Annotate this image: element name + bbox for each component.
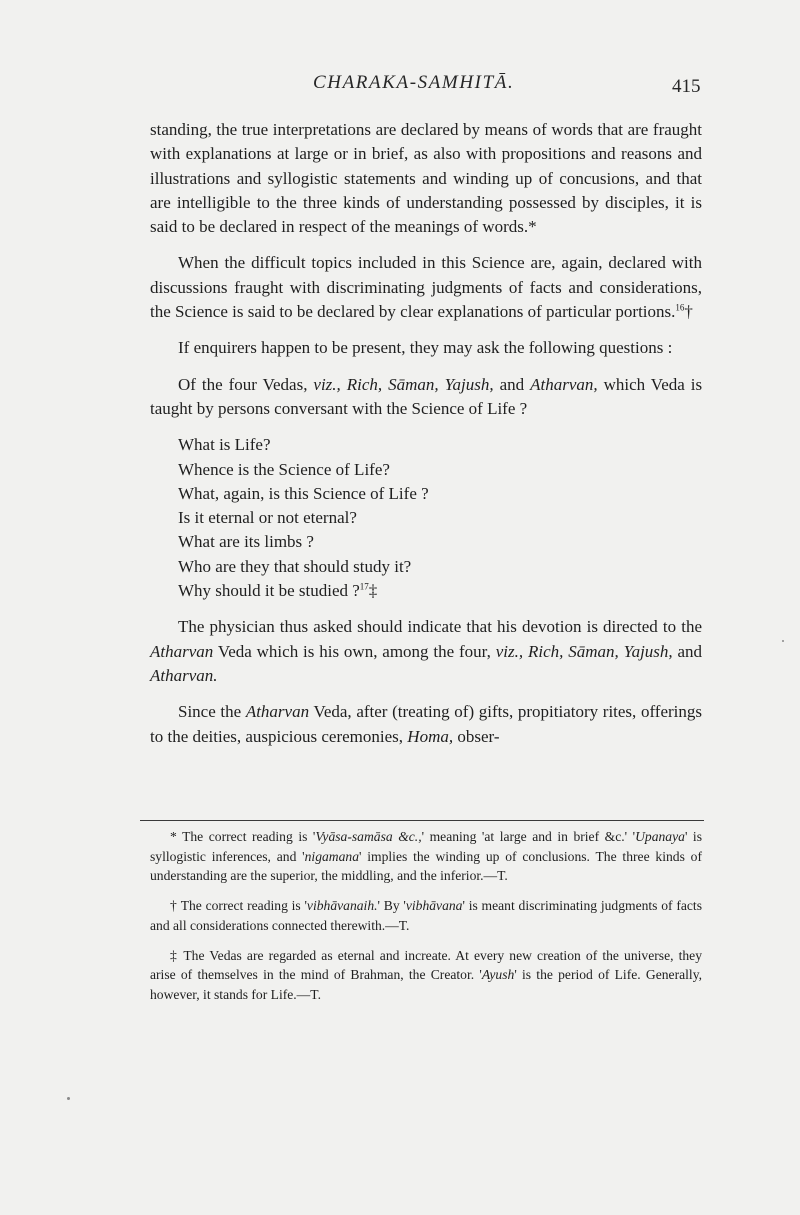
term-atharvan: Atharvan,	[530, 374, 598, 394]
term-saman: Sāman,	[388, 374, 439, 394]
question-item: Who are they that should study it?	[178, 556, 412, 576]
paragraph-1-text: standing, the true interpretations are declared by means of words that are fraught with explanations at large or in brief, as also with propositions and reasons and illustrations and syllogistic statements and winding up of concusions, and that are intelligible to the three kinds of understanding possessed by disciples, it is said to be declared in respect of the meanings of words.	[150, 120, 702, 237]
text-run: and	[677, 641, 703, 661]
text-run: Of the four Vedas,	[178, 374, 314, 394]
paragraph-3	[150, 336, 702, 360]
footnote-ref-asterisk: *	[528, 217, 537, 237]
question-item: What are its limbs ?	[178, 532, 314, 552]
text-run: ' is syllogistic inferences, and '	[150, 829, 702, 864]
footnote-ref-double-dagger: ‡	[368, 581, 378, 601]
question-item: Whence is the Science of Life?	[178, 459, 390, 479]
term-atharvan: Atharvan.	[150, 665, 218, 685]
page-number: 415	[672, 76, 701, 97]
text-run: and	[499, 374, 525, 394]
text-run: The Vedas are regarded as eternal and increate. At every new creation of the universe, they arise of themselves in the mind of Brahman, the Creator. '	[150, 947, 703, 983]
term-yajush: Yajush,	[444, 374, 494, 394]
paper-speck	[67, 1097, 70, 1100]
paragraph-2	[150, 251, 702, 324]
paragraph-6	[150, 700, 702, 749]
term-rich: Rich,	[528, 641, 564, 661]
paragraph-5	[150, 615, 702, 688]
text-run: which Veda is taught by persons conversant with the Science of Life ?	[150, 374, 703, 418]
footnote-mark: †	[170, 898, 178, 914]
question-item-last	[178, 579, 702, 603]
footnote-mark: *	[170, 829, 177, 844]
term-atharvan: Atharvan	[150, 641, 214, 661]
text-run: ' meaning 'at large and in brief &c.' '	[421, 829, 636, 844]
footnote-2	[150, 896, 702, 935]
paragraph-4	[150, 373, 702, 422]
footnote-1	[150, 827, 702, 886]
footnote-ref-dagger: †	[684, 302, 693, 322]
text-run: Veda, after (treating of) gifts, propitiatory rites, offerings to the deities, auspicious ceremonies,	[150, 702, 703, 746]
text-run: The physician thus asked should indicate that his devotion is directed to the	[178, 617, 702, 637]
text-run: ' implies the winding up of conclusions. The three kinds of understanding are the superior, the middling, and the inferior.—T.	[150, 848, 702, 884]
text-run: ' is the period of Life. Generally, however, it stands for Life.—T.	[150, 967, 703, 1002]
term-atharvan: Atharvan	[245, 702, 310, 722]
text-run: Since the	[178, 702, 246, 722]
term-homa: Homa,	[407, 726, 454, 746]
footnote-mark: ‡	[170, 947, 179, 963]
question-text: Why should it be studied ?	[178, 581, 360, 601]
paragraph-3-text: If enquirers happen to be present, they may ask the following questions :	[178, 338, 673, 358]
paragraph-1	[150, 118, 702, 239]
term: vibhāvana	[405, 898, 463, 914]
text-run: ' By '	[377, 898, 406, 914]
note-number-17: 17	[359, 581, 369, 592]
questions-list	[150, 433, 702, 603]
question-item: Is it eternal or not eternal?	[178, 508, 357, 528]
text-run: The correct reading is '	[176, 829, 316, 844]
text-run: ' is meant discriminating judgments of facts and all considerations connected therewith.—T.	[150, 898, 702, 933]
running-title: CHARAKA-SAMHITĀ.	[313, 72, 515, 93]
text-run: The correct reading is '	[177, 898, 307, 914]
footnote-3	[150, 946, 702, 1005]
term: nigamana	[304, 848, 359, 864]
note-number-16: 16	[675, 302, 685, 313]
term-rich: Rich,	[346, 374, 383, 394]
main-text	[150, 118, 702, 761]
term: vibhāvanaih.	[306, 898, 378, 914]
text-run: Veda which is his own, among the four,	[213, 641, 496, 661]
paper-speck	[782, 640, 784, 642]
footnote-divider	[140, 820, 704, 821]
term: Ayush	[481, 967, 515, 983]
question-item: What, again, is this Science of Life ?	[178, 483, 429, 503]
footnotes	[150, 827, 702, 1015]
term-viz: viz.,	[313, 374, 341, 394]
text-run: obser-	[453, 726, 500, 746]
term-viz: viz.,	[495, 641, 524, 661]
question-item: What is Life?	[178, 435, 271, 455]
running-head	[0, 72, 800, 102]
paragraph-2-text: When the difficult topics included in this Science are, again, declared with discussions fraught with discriminating judgments of facts and considerations, the Science is said to be declared by clear explanations of particular portions.	[150, 253, 702, 322]
term: Upanaya	[635, 829, 685, 844]
term: Vyāsa-samāsa &c.,	[315, 829, 422, 844]
term-saman: Sāman,	[568, 641, 619, 661]
term-yajush: Yajush,	[623, 641, 673, 661]
